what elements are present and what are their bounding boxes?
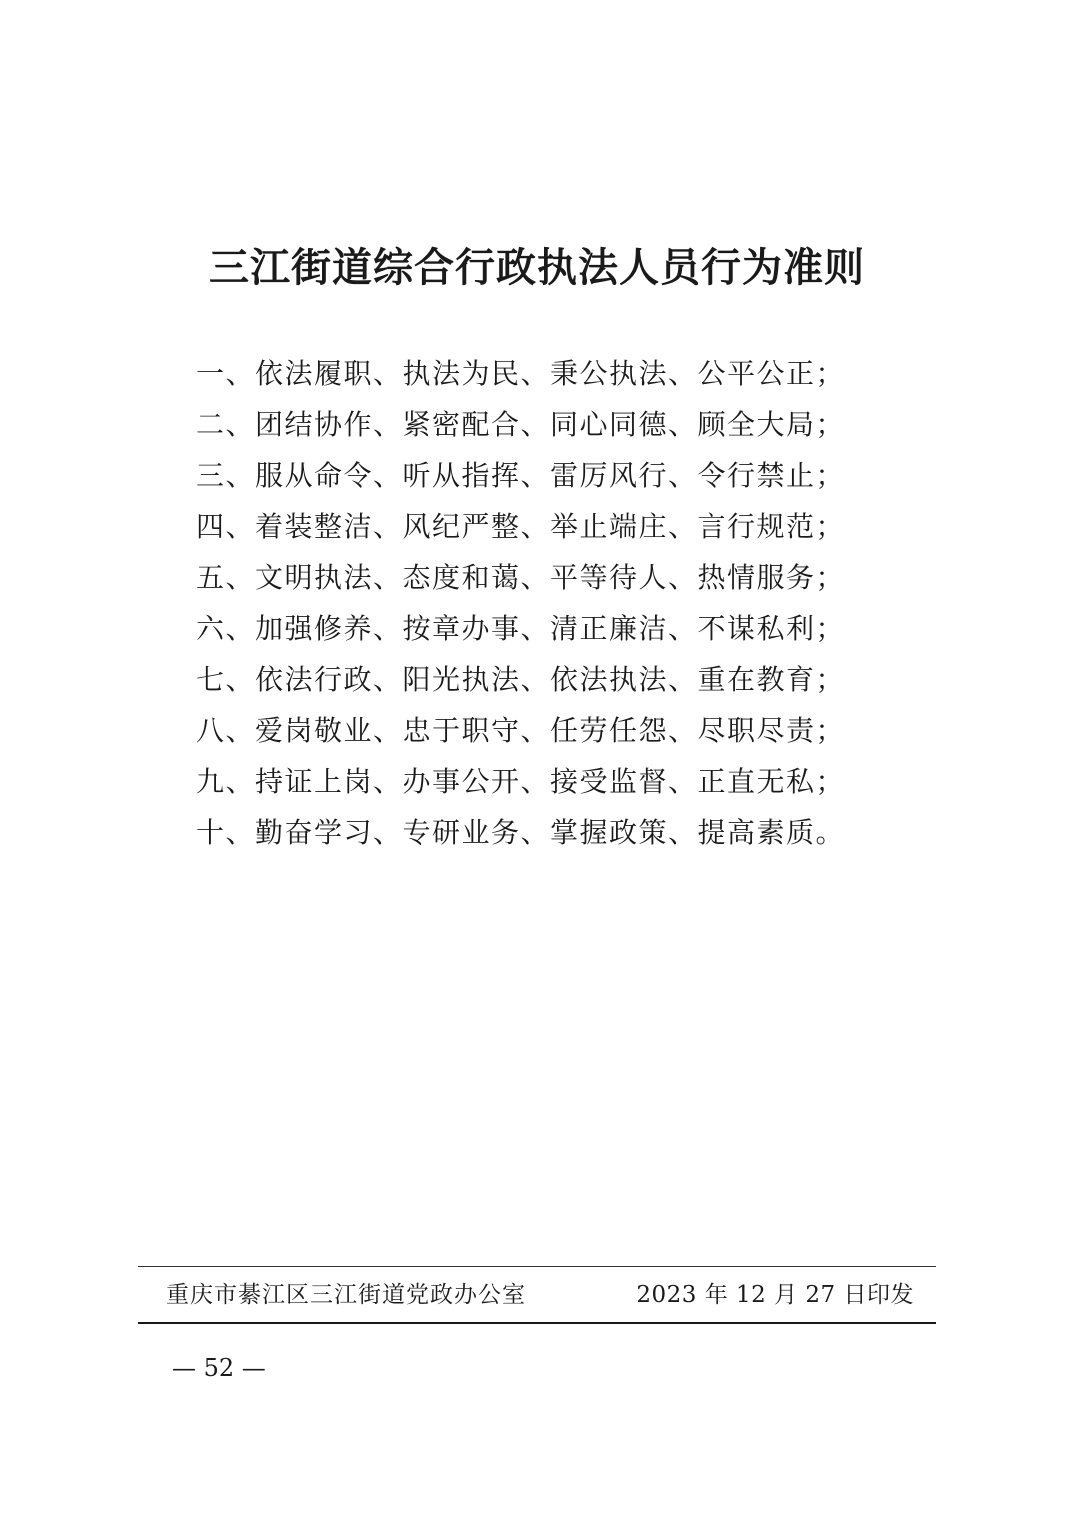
rule-item-4: 四、着装整洁、风纪严整、举止端庄、言行规范； [196,510,846,543]
document-title: 三江街道综合行政执法人员行为准则 [209,244,865,291]
rule-item-6: 六、加强修养、按章办事、清正廉洁、不谋私利； [196,612,846,645]
rule-item-5: 五、文明执法、态度和蔼、平等待人、热情服务； [196,561,846,594]
issue-date: 2023 年 12 月 27 日印发 [636,1282,914,1308]
rules-list [196,348,845,858]
rule-item-2: 二、团结协作、紧密配合、同心同德、顾全大局； [196,408,846,441]
page-number: — 52 — [172,1354,266,1382]
issuing-office: 重庆市綦江区三江街道党政办公室 [166,1282,526,1308]
rule-item-3: 三、服从命令、听从指挥、雷厉风行、令行禁止； [196,459,846,492]
rule-item-9: 九、持证上岗、办事公开、接受监督、正直无私； [196,765,846,798]
rule-item-8: 八、爱岗敬业、忠于职守、任劳任怨、尽职尽责； [196,714,846,747]
rule-item-10: 十、勤奋学习、专研业务、掌握政策、提高素质。 [196,816,846,849]
issuance-footer [138,1266,936,1324]
rule-item-1: 一、依法履职、执法为民、秉公执法、公平公正； [196,357,846,390]
rule-item-7: 七、依法行政、阳光执法、依法执法、重在教育； [196,663,846,696]
